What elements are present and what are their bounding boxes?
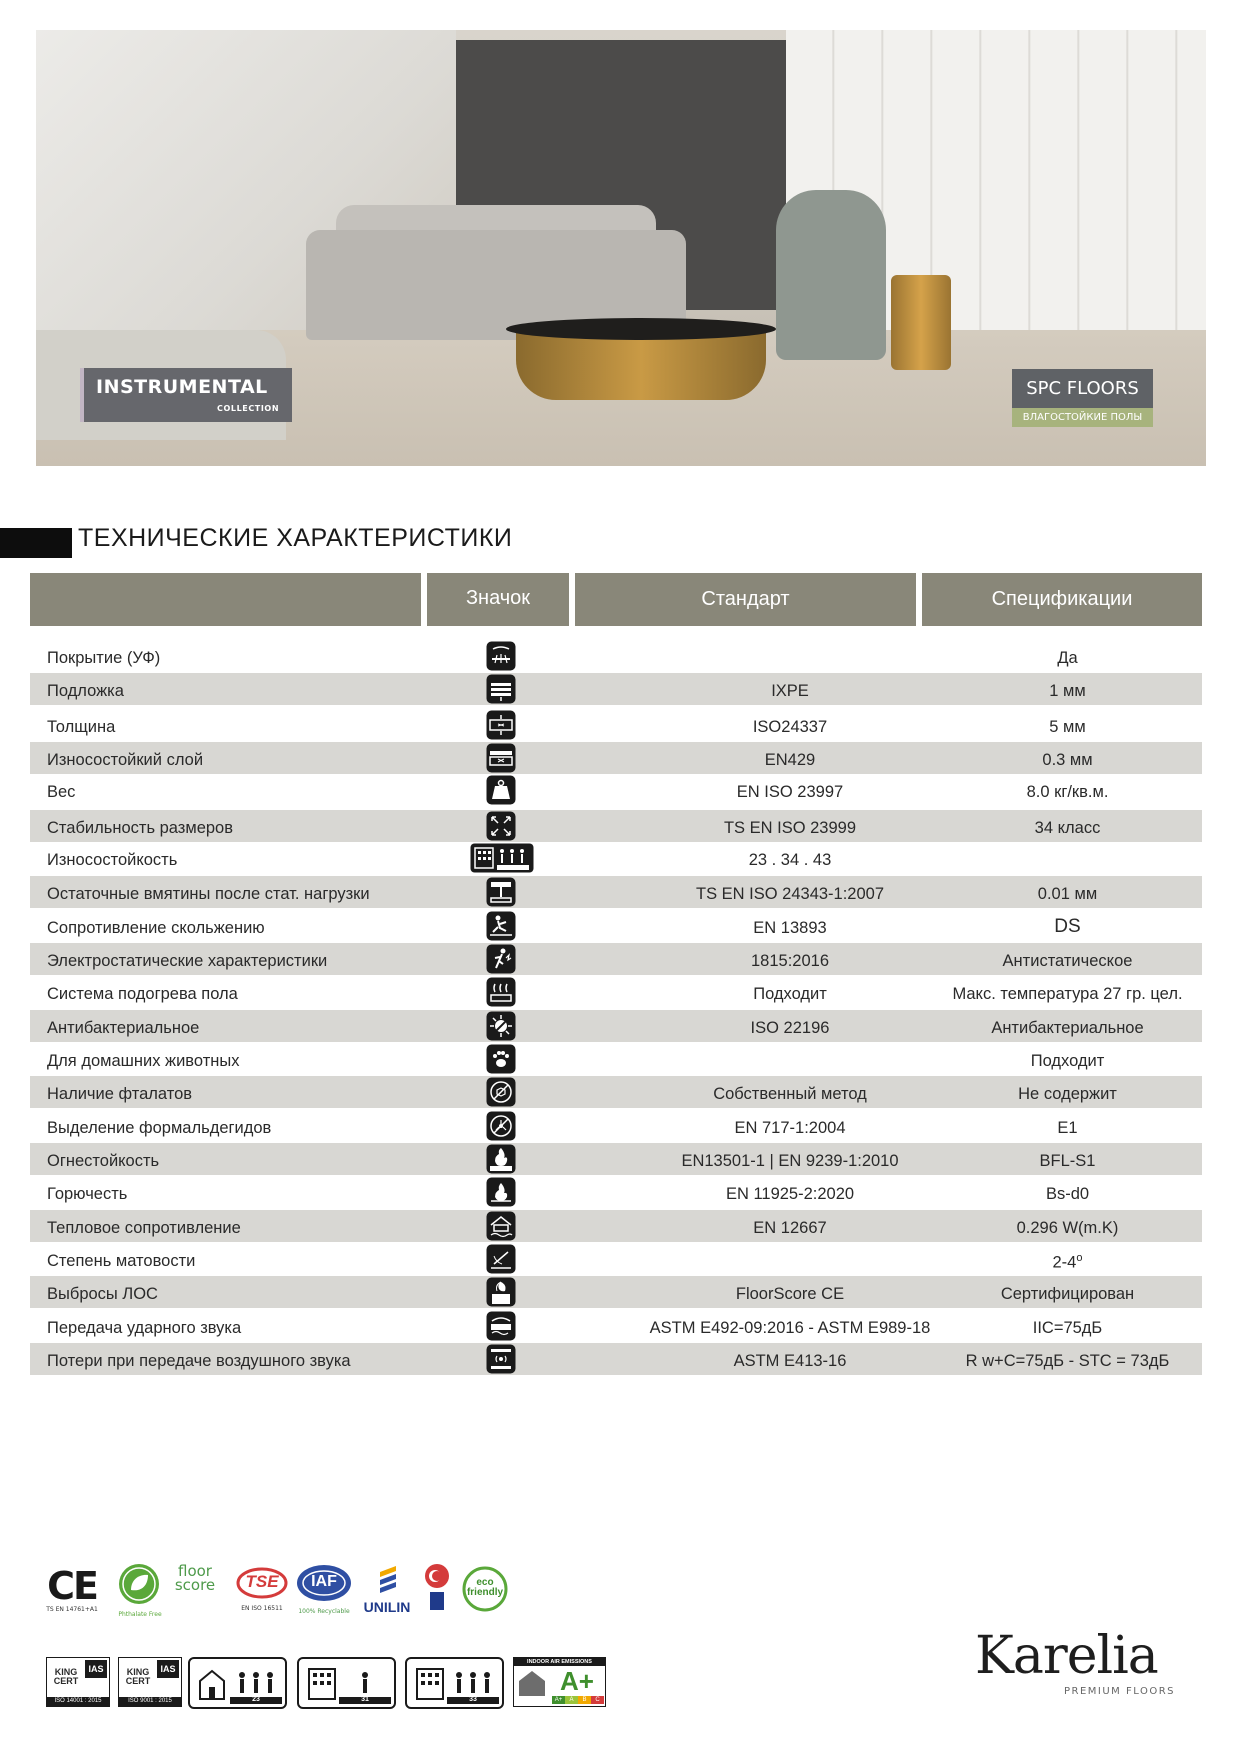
table-row	[30, 1210, 1202, 1242]
formaldehyde-icon	[486, 1111, 516, 1141]
spec-superscript: o	[1076, 1252, 1083, 1264]
property-name: Стабильность размеров	[47, 819, 234, 837]
standard-value: EN 13893	[753, 919, 827, 937]
standard-value: EN 717-1:2004	[734, 1119, 846, 1137]
made-in-turkey-logo	[424, 1564, 450, 1612]
king-cert-iso14001-logo: KING CERT IAS ISO 14001 : 2015	[46, 1657, 110, 1707]
property-name: Сопротивление скольжению	[47, 919, 265, 937]
leaf-icon	[117, 1562, 161, 1606]
floorscore-logo: floor score	[174, 1562, 216, 1594]
wear-class-icon	[470, 843, 534, 873]
table-row	[30, 1276, 1202, 1308]
impact-sound-icon	[486, 1311, 516, 1341]
property-name: Антибактериальное	[47, 1019, 200, 1037]
standard-value: Собственный метод	[713, 1085, 867, 1103]
table-row	[30, 810, 1202, 842]
table-row	[30, 876, 1202, 908]
standard-value: EN ISO 23997	[736, 783, 844, 801]
table-row	[30, 842, 1202, 874]
property-name: Система подогрева пола	[47, 985, 238, 1003]
wear-layer-icon	[486, 743, 516, 773]
residual-indentation-icon	[486, 877, 516, 907]
table-row	[30, 673, 1202, 705]
table-row	[30, 742, 1202, 774]
spec-value: R w+C=75дБ - STC = 73дБ	[965, 1352, 1170, 1370]
spec-value: IIC=75дБ	[1032, 1319, 1103, 1337]
property-name: Потери при передаче воздушного звука	[47, 1352, 351, 1370]
table-row	[30, 1010, 1202, 1042]
table-row	[30, 709, 1202, 741]
table-row	[30, 943, 1202, 975]
header-icon-cell: Значок	[427, 573, 569, 626]
table-row	[30, 1143, 1202, 1175]
eco-friendly-logo: eco friendly	[462, 1566, 508, 1617]
antibacterial-icon	[486, 1011, 516, 1041]
table-row	[30, 1176, 1202, 1208]
property-name: Электростатические характеристики	[47, 952, 328, 970]
phthalate-icon	[486, 1077, 516, 1107]
standard-value: EN13501-1 | EN 9239-1:2010	[681, 1152, 899, 1170]
property-name: Вес	[47, 783, 76, 801]
heading-marker	[0, 528, 72, 558]
weight-icon	[486, 775, 516, 805]
pet-friendly-icon	[486, 1044, 516, 1074]
table-row	[30, 774, 1202, 806]
standard-value: EN 11925-2:2020	[725, 1185, 855, 1203]
property-name: Для домашних животных	[47, 1052, 240, 1070]
collection-sub: COLLECTION	[217, 404, 280, 413]
standard-value: TS EN ISO 23999	[723, 819, 857, 837]
standard-value: Подходит	[753, 985, 827, 1003]
spec-value: 0.3 мм	[1042, 751, 1093, 769]
spec-value: 1 мм	[1049, 682, 1086, 700]
spec-value: 34 класс	[1034, 819, 1101, 837]
flammability-icon	[486, 1177, 516, 1207]
airborne-sound-icon	[486, 1344, 516, 1374]
spec-value: Подходит	[1030, 1052, 1105, 1070]
thickness-icon	[486, 710, 516, 740]
property-name: Горючесть	[47, 1185, 128, 1203]
use-class-33-logo: 33	[405, 1657, 504, 1709]
floor-heating-icon	[486, 977, 516, 1007]
property-name: Остаточные вмятины после стат. нагрузки	[47, 885, 370, 903]
gloss-level-icon	[486, 1244, 516, 1274]
uv-coating-icon	[486, 641, 516, 671]
ce-mark-logo: CE TS EN 14761+A1	[46, 1564, 98, 1613]
product-sub: ВЛАГОСТОЙКИЕ ПОЛЫ	[1012, 408, 1153, 427]
table-row	[30, 640, 1202, 672]
spec-value: BFL-S1	[1039, 1152, 1096, 1170]
spec-value: Bs-d0	[1045, 1185, 1090, 1203]
spec-value: DS	[1054, 916, 1081, 937]
table-row	[30, 976, 1202, 1008]
product-type: SPC FLOORS	[1012, 369, 1153, 408]
property-name: Выделение формальдегидов	[47, 1119, 272, 1137]
property-name: Тепловое сопротивление	[47, 1219, 241, 1237]
product-type-badge	[1012, 369, 1153, 427]
spec-value: Антибактериальное	[991, 1019, 1144, 1037]
spec-value: 0.296 W(m.K)	[1016, 1219, 1119, 1237]
standard-value: ASTM E492-09:2016 - ASTM E989-18	[649, 1319, 931, 1337]
spec-value: Антистатическое	[1002, 952, 1133, 970]
table-row	[30, 910, 1202, 942]
standard-value: TS EN ISO 24343-1:2007	[695, 885, 885, 903]
king-cert-iso9001-logo: KING CERT IAS ISO 9001 : 2015	[118, 1657, 182, 1707]
property-name: Наличие фталатов	[47, 1085, 193, 1103]
section-title: ТЕХНИЧЕСКИЕ ХАРАКТЕРИСТИКИ	[78, 524, 513, 552]
phthalate-free-logo: Phthalate Free	[117, 1562, 163, 1618]
property-name: Износостойкость	[47, 851, 178, 869]
spec-value: Да	[1057, 649, 1078, 667]
spec-value: 0.01 мм	[1037, 885, 1098, 903]
standard-value: 23 . 34 . 43	[748, 851, 832, 869]
spec-value: E1	[1057, 1119, 1078, 1137]
karelia-logo	[975, 1626, 1195, 1697]
use-class-31-logo: 31	[297, 1657, 396, 1709]
use-class-23-logo: 23	[188, 1657, 287, 1709]
table-row	[30, 1343, 1202, 1375]
underlay-icon	[486, 674, 516, 704]
standard-value: ISO 22196	[750, 1019, 830, 1037]
brand-name: Karelia	[975, 1626, 1158, 1686]
spec-value: 8.0 кг/кв.м.	[1026, 783, 1109, 801]
standard-value: EN429	[764, 751, 816, 769]
property-name: Покрытие (УФ)	[47, 649, 161, 667]
table-row	[30, 1076, 1202, 1108]
property-name: Выбросы ЛОС	[47, 1285, 158, 1303]
header-spec-cell: Спецификации	[922, 573, 1202, 626]
property-name: Подложка	[47, 682, 124, 700]
property-name: Огнестойкость	[47, 1152, 160, 1170]
electrostatic-icon	[486, 944, 516, 974]
property-name: Передача ударного звука	[47, 1319, 242, 1337]
standard-value: 1815:2016	[751, 952, 829, 970]
brand-tagline: PREMIUM FLOORS	[1063, 1686, 1175, 1697]
spec-value: 2-4$^o$	[1052, 1252, 1083, 1272]
property-name: Степень матовости	[47, 1252, 196, 1270]
spec-value: Не содержит	[1018, 1085, 1117, 1103]
standard-value: IXPE	[771, 682, 809, 700]
spec-value: Макс. температура 27 гр. цел.	[952, 985, 1183, 1003]
tse-logo: TSE EN ISO 16511	[236, 1566, 288, 1612]
iaf-logo: IAF 100% Recyclable	[295, 1563, 353, 1615]
unilin-logo: UNILIN	[358, 1562, 416, 1615]
property-name: Толщина	[47, 718, 116, 736]
header-name-cell	[30, 573, 421, 626]
collection-name: INSTRUMENTAL	[96, 376, 268, 398]
collection-badge	[80, 368, 292, 422]
standard-value: FloorScore CE	[735, 1285, 845, 1303]
standard-value: ISO24337	[752, 718, 828, 736]
air-grade-scale: A+ A B C	[552, 1696, 604, 1704]
house-air-icon	[517, 1669, 547, 1697]
table-row	[30, 1243, 1202, 1275]
voc-free-icon	[486, 1277, 516, 1307]
table-row	[30, 1043, 1202, 1075]
dimensional-stability-icon	[486, 811, 516, 841]
fire-rating-icon	[486, 1144, 516, 1174]
spec-value: 5 мм	[1049, 718, 1086, 736]
table-row	[30, 1310, 1202, 1342]
standard-value: EN 12667	[753, 1219, 827, 1237]
standard-value: ASTM E413-16	[733, 1352, 847, 1370]
property-name: Износостойкий слой	[47, 751, 204, 769]
spec-value: Сертифицирован	[1000, 1285, 1135, 1303]
table-row	[30, 1110, 1202, 1142]
slip-resistance-icon	[486, 911, 516, 941]
indoor-air-emissions-logo: INDOOR AIR EMISSIONS A+ A+ A B C	[513, 1657, 606, 1707]
thermal-resistance-icon	[486, 1211, 516, 1241]
header-standard-cell: Стандарт	[575, 573, 916, 626]
